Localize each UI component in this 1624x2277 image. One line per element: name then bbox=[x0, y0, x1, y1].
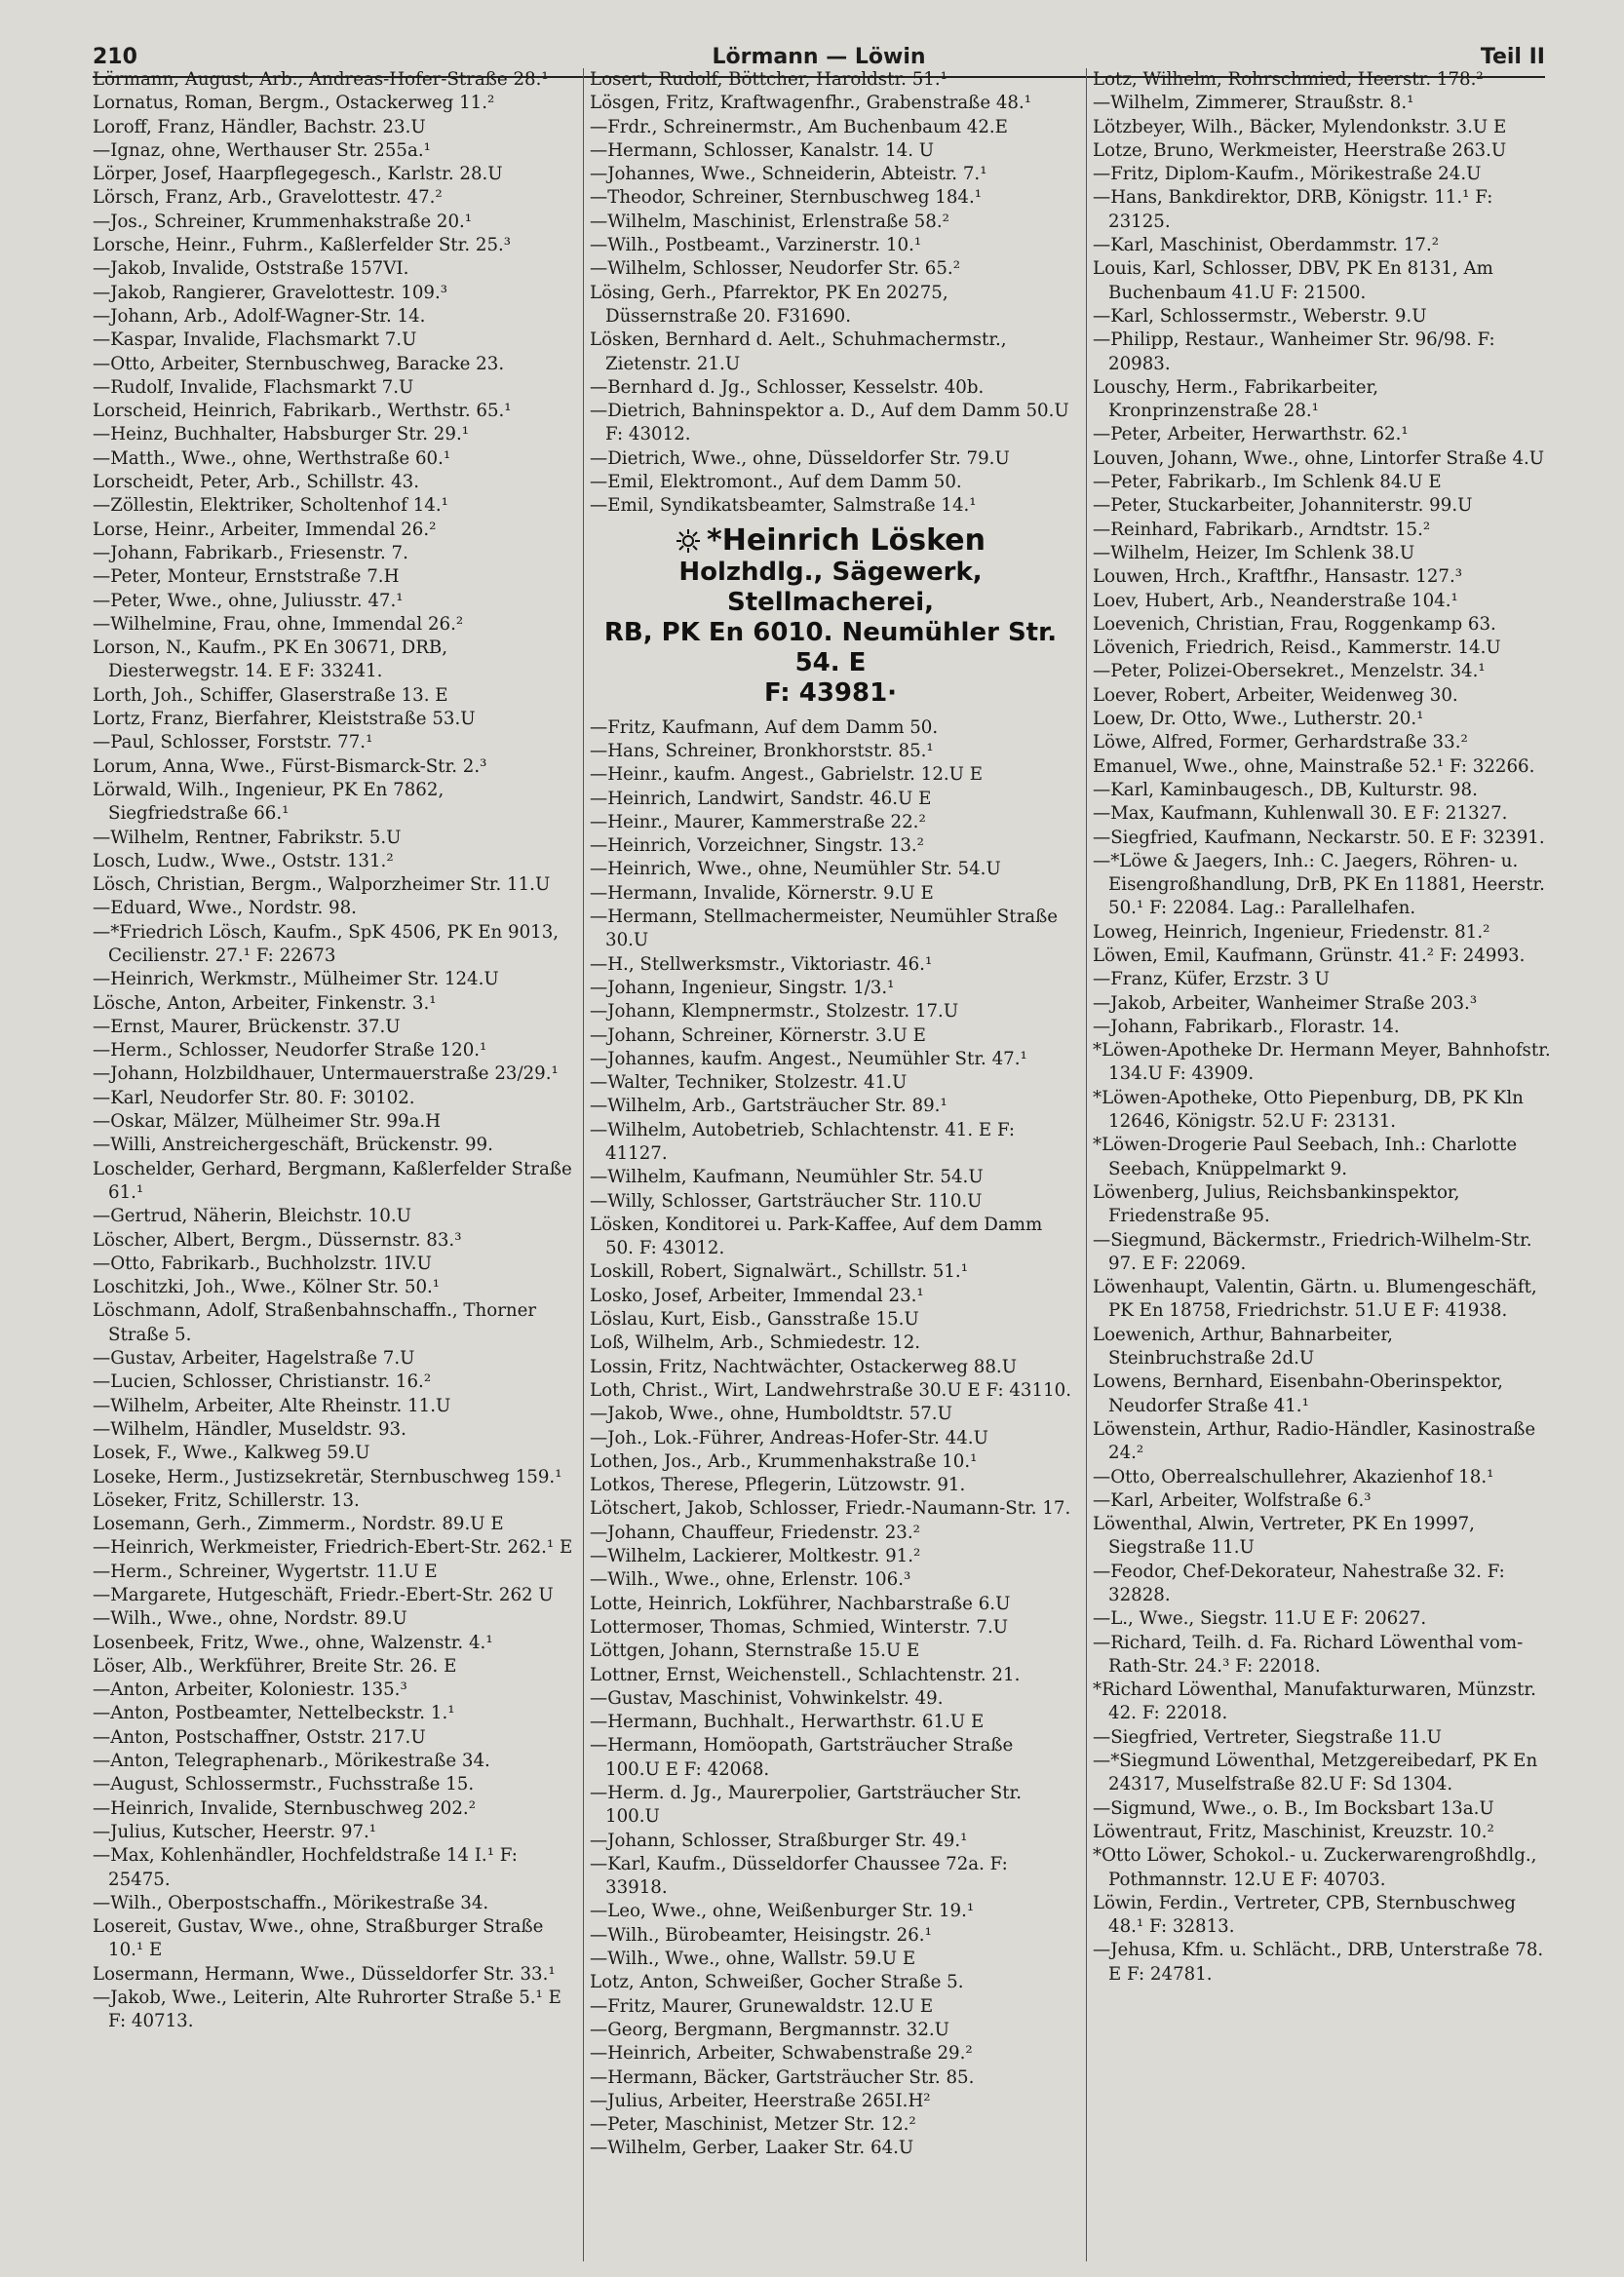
directory-entry: Lösken, Konditorei u. Park-Kaffee, Auf dem Damm 50. F: 43012. bbox=[590, 1214, 1043, 1259]
directory-entry: —Wilhelm, Kaufmann, Neumühler Str. 54.U bbox=[590, 1167, 984, 1188]
directory-entry: —Anton, Postbeamter, Nettelbeckstr. 1.¹ bbox=[93, 1703, 455, 1724]
directory-entry: —Franz, Küfer, Erzstr. 3 U bbox=[1093, 969, 1330, 990]
directory-entry: —Hermann, Bäcker, Gartsträucher Str. 85. bbox=[590, 2066, 975, 2088]
directory-entry: —Wilhelm, Maschinist, Erlenstraße 58.² bbox=[590, 211, 949, 232]
directory-entry: —Richard, Teilh. d. Fa. Richard Löwenthal vom-Rath-Str. 24.³ F: 22018. bbox=[1093, 1632, 1524, 1677]
directory-entry: —Max, Kaufmann, Kuhlenwall 30. E F: 21327. bbox=[1093, 803, 1508, 825]
directory-entry: Loschitzki, Joh., Wwe., Kölner Str. 50.¹ bbox=[93, 1277, 441, 1298]
directory-entry: Lottner, Ernst, Weichenstell., Schlachtenstr. 21. bbox=[590, 1664, 1021, 1685]
directory-entry: —Bernhard d. Jg., Schlosser, Kesselstr. 40b. bbox=[590, 376, 985, 398]
directory-entry: —Peter, Stuckarbeiter, Johanniterstr. 99.U bbox=[1093, 495, 1473, 517]
directory-entry: Louschy, Herm., Fabrikarbeiter, Kronprinzenstraße 28.¹ bbox=[1093, 376, 1379, 422]
directory-entry: —Wilhelm, Rentner, Fabrikstr. 5.U bbox=[93, 827, 402, 848]
directory-entry: —Heinr., Maurer, Kammerstraße 22.² bbox=[590, 811, 926, 832]
directory-entry: —Dietrich, Bahninspektor a. D., Auf dem Damm 50.U F: 43012. bbox=[590, 401, 1069, 445]
directory-entry: —Anton, Postschaffner, Oststr. 217.U bbox=[93, 1726, 426, 1748]
directory-entry: —Karl, Arbeiter, Wolfstraße 6.³ bbox=[1093, 1489, 1372, 1511]
directory-entry: Lövenich, Friedrich, Reisd., Kammerstr. 14.U bbox=[1093, 637, 1501, 659]
directory-entry: —Ignaz, ohne, Werthauser Str. 255a.¹ bbox=[93, 139, 431, 161]
directory-entry: —Otto, Arbeiter, Sternbuschweg, Baracke 23. bbox=[93, 353, 505, 374]
directory-entry: —Wilh., Postbeamt., Varzinerstr. 10.¹ bbox=[590, 235, 922, 256]
directory-entry: —Siegfried, Kaufmann, Neckarstr. 50. E F: 32391. bbox=[1093, 827, 1545, 848]
directory-entry: —Anton, Arbeiter, Koloniestr. 135.³ bbox=[93, 1679, 407, 1701]
directory-entry: Lösken, Bernhard d. Aelt., Schuhmachermstr., Zietenstr. 21.U bbox=[590, 329, 1007, 374]
directory-entry: Löser, Alb., Werkführer, Breite Str. 26. E bbox=[93, 1655, 457, 1677]
directory-entry: Losch, Ludw., Wwe., Oststr. 131.² bbox=[93, 850, 394, 871]
directory-entry: *Löwen-Apotheke Dr. Hermann Meyer, Bahnhofstr. 134.U F: 43909. bbox=[1093, 1040, 1551, 1085]
directory-entry: —Max, Kohlenhändler, Hochfeldstraße 14 I.¹ F: 25475. bbox=[93, 1845, 518, 1890]
directory-entry: Lörsch, Franz, Arb., Gravelottestr. 47.² bbox=[93, 187, 443, 209]
directory-entry: —Otto, Fabrikarb., Buchholzstr. 1IV.U bbox=[93, 1253, 432, 1274]
directory-entry: —Reinhard, Fabrikarb., Arndtstr. 15.² bbox=[1093, 519, 1431, 540]
directory-entry: Lorscheid, Heinrich, Fabrikarb., Werthstr. 65.¹ bbox=[93, 401, 512, 422]
directory-entry: *Löwen-Drogerie Paul Seebach, Inh.: Charlotte Seebach, Knüppelmarkt 9. bbox=[1093, 1135, 1518, 1179]
directory-entry: —Jakob, Wwe., ohne, Humboldtstr. 57.U bbox=[590, 1404, 952, 1425]
directory-entry: —Heinrich, Vorzeichner, Singstr. 13.² bbox=[590, 835, 924, 857]
directory-entry: —Frdr., Schreinermstr., Am Buchenbaum 42.E bbox=[590, 116, 1008, 137]
directory-entry: —Peter, Monteur, Ernststraße 7.H bbox=[93, 566, 400, 588]
directory-entry: —*Siegmund Löwenthal, Metzgereibedarf, PK En 24317, Muselfstraße 82.U F: Sd 1304. bbox=[1093, 1751, 1538, 1795]
directory-entry: —Johann, Chauffeur, Friedenstr. 23.² bbox=[590, 1522, 920, 1543]
directory-entry: Löwen, Emil, Kaufmann, Grünstr. 41.² F: 24993. bbox=[1093, 945, 1526, 966]
directory-entry: —Heinrich, Arbeiter, Schwabenstraße 29.² bbox=[590, 2043, 973, 2065]
directory-entry: —Ernst, Maurer, Brückenstr. 37.U bbox=[93, 1016, 401, 1037]
directory-entry: Emanuel, Wwe., ohne, Mainstraße 52.¹ F: 32266. bbox=[1093, 755, 1535, 777]
directory-entry: —Rudolf, Invalide, Flachsmarkt 7.U bbox=[93, 376, 414, 398]
directory-entry: —H., Stellwerksmstr., Viktoriastr. 46.¹ bbox=[590, 953, 933, 975]
directory-entry: —Zöllestin, Elektriker, Scholtenhof 14.¹ bbox=[93, 495, 448, 517]
directory-entry: —Peter, Maschinist, Metzer Str. 12.² bbox=[590, 2114, 916, 2136]
directory-entry: Lothen, Jos., Arb., Krummenhakstraße 10.¹ bbox=[590, 1450, 978, 1472]
directory-entry: —Heinrich, Wwe., ohne, Neumühler Str. 54.U bbox=[590, 859, 1001, 880]
directory-entry: —Johann, Arb., Adolf-Wagner-Str. 14. bbox=[93, 305, 426, 327]
directory-entry: —Matth., Wwe., ohne, Werthstraße 60.¹ bbox=[93, 447, 451, 469]
directory-entry: Lottermoser, Thomas, Schmied, Winterstr. 7.U bbox=[590, 1616, 1009, 1638]
directory-entry: Lösche, Anton, Arbeiter, Finkenstr. 3.¹ bbox=[93, 992, 437, 1014]
directory-entry: —Emil, Elektromont., Auf dem Damm 50. bbox=[590, 472, 962, 493]
directory-entry: —Wilhelm, Heizer, Im Schlenk 38.U bbox=[1093, 542, 1415, 563]
directory-entry: Loever, Robert, Arbeiter, Weidenweg 30. bbox=[1093, 684, 1458, 706]
directory-entry: Lörwald, Wilh., Ingenieur, PK En 7862, Siegfriedstraße 66.¹ bbox=[93, 779, 445, 825]
directory-entry: Loweg, Heinrich, Ingenieur, Friedenstr. 81.² bbox=[1093, 921, 1490, 943]
directory-entry: —Heinr., kaufm. Angest., Gabrielstr. 12.U E bbox=[590, 764, 984, 786]
directory-entry: —Wilhelm, Arb., Gartsträucher Str. 89.¹ bbox=[590, 1096, 947, 1117]
directory-entry: Löseker, Fritz, Schillerstr. 13. bbox=[93, 1489, 360, 1511]
directory-entry: Loevenich, Christian, Frau, Roggenkamp 63. bbox=[1093, 613, 1496, 635]
directory-entry: Loschelder, Gerhard, Bergmann, Kaßlerfelder Straße 61.¹ bbox=[93, 1158, 572, 1203]
directory-entry: Lörmann, August, Arb., Andreas-Hofer-Straße 28.¹ bbox=[93, 69, 549, 90]
directory-entry: —Johann, Schlosser, Straßburger Str. 49.¹ bbox=[590, 1830, 968, 1851]
directory-entry: —Wilh., Wwe., ohne, Wallstr. 59.U E bbox=[590, 1949, 916, 1970]
directory-entry: Loß, Wilhelm, Arb., Schmiedestr. 12. bbox=[590, 1332, 921, 1354]
ad-title bbox=[590, 524, 1071, 558]
directory-entry: Lotze, Bruno, Werkmeister, Heerstraße 263.U bbox=[1093, 139, 1507, 161]
directory-entry: Löttgen, Johann, Sternstraße 15.U E bbox=[590, 1640, 920, 1662]
directory-entry: —Wilhelm, Händler, Museldstr. 93. bbox=[93, 1418, 406, 1440]
directory-entry: Lorum, Anna, Wwe., Fürst-Bismarck-Str. 2.³ bbox=[93, 755, 487, 777]
directory-entry: —Theodor, Schreiner, Sternbuschweg 184.¹ bbox=[590, 187, 983, 209]
directory-entry: —Lucien, Schlosser, Christianstr. 16.² bbox=[93, 1371, 432, 1393]
directory-entry: —Karl, Kaminbaugesch., DB, Kulturstr. 98. bbox=[1093, 779, 1478, 800]
directory-entry: —Hermann, Stellmachermeister, Neumühler Straße 30.U bbox=[590, 907, 1059, 951]
directory-entry: —Julius, Kutscher, Heerstr. 97.¹ bbox=[93, 1821, 377, 1842]
directory-entry: —*Friedrich Lösch, Kaufm., SpK 4506, PK En 9013, Cecilienstr. 27.¹ F: 22673 bbox=[93, 921, 560, 966]
directory-entry: Lotte, Heinrich, Lokführer, Nachbarstraße 6.U bbox=[590, 1593, 1011, 1614]
directory-entry: —Peter, Polizei-Obersekret., Menzelstr. 34.¹ bbox=[1093, 661, 1486, 682]
directory-entry: —Philipp, Restaur., Wanheimer Str. 96/98. F: 20983. bbox=[1093, 329, 1495, 374]
directory-entry: Lorsche, Heinr., Fuhrm., Kaßlerfelder Str. 25.³ bbox=[93, 235, 512, 256]
directory-entry: —Herm., Schlosser, Neudorfer Straße 120.¹ bbox=[93, 1040, 487, 1061]
directory-entry: Löwin, Ferdin., Vertreter, CPB, Sternbuschweg 48.¹ F: 32813. bbox=[1093, 1892, 1516, 1938]
directory-entry: —Willi, Anstreichergeschäft, Brückenstr. 99. bbox=[93, 1135, 493, 1156]
directory-entry: Lotz, Wilhelm, Rohrschmied, Heerstr. 178.² bbox=[1093, 69, 1484, 90]
directory-entry: —Julius, Arbeiter, Heerstraße 265I.H² bbox=[590, 2090, 931, 2111]
directory-entry: —Herm., Schreiner, Wygertstr. 11.U E bbox=[93, 1561, 438, 1582]
directory-entry: —Paul, Schlosser, Forststr. 77.¹ bbox=[93, 732, 373, 753]
directory-entry: —Wilhelmine, Frau, ohne, Immendal 26.² bbox=[93, 613, 464, 635]
directory-entry: —Siegmund, Bäckermstr., Friedrich-Wilhelm-Str. 97. E F: 22069. bbox=[1093, 1229, 1532, 1274]
ad-line: Holzhdlg., Sägewerk, Stellmacherei, bbox=[678, 557, 983, 617]
directory-entry: Lornatus, Roman, Bergm., Ostackerweg 11.² bbox=[93, 93, 495, 114]
directory-entry: Lortz, Franz, Bierfahrer, Kleiststraße 53.U bbox=[93, 709, 476, 730]
ad-line: RB, PK En 6010. Neumühler Str. 54. E bbox=[603, 617, 1058, 677]
directory-entry: —Gustav, Arbeiter, Hagelstraße 7.U bbox=[93, 1348, 415, 1370]
directory-entry: —Karl, Kaufm., Düsseldorfer Chaussee 72a. F: 33918. bbox=[590, 1853, 1008, 1899]
directory-entry: —Heinz, Buchhalter, Habsburger Str. 29.¹ bbox=[93, 424, 470, 445]
directory-entry: —Oskar, Mälzer, Mülheimer Str. 99a.H bbox=[93, 1111, 442, 1133]
directory-entry: —Hermann, Schlosser, Kanalstr. 14. U bbox=[590, 139, 935, 161]
directory-entry: —Joh., Lok.-Führer, Andreas-Hofer-Str. 44.U bbox=[590, 1427, 988, 1448]
directory-entry: Loskill, Robert, Signalwärt., Schillstr. 51.¹ bbox=[590, 1261, 968, 1283]
directory-entry: Lötschert, Jakob, Schlosser, Friedr.-Naumann-Str. 17. bbox=[590, 1498, 1071, 1520]
directory-entry: Lösing, Gerh., Pfarrektor, PK En 20275, Düssernstraße 20. F31690. bbox=[590, 282, 948, 327]
directory-entry: Loth, Christ., Wirt, Landwehrstraße 30.U E F: 43110. bbox=[590, 1379, 1071, 1401]
directory-entry: —Eduard, Wwe., Nordstr. 98. bbox=[93, 898, 357, 919]
directory-entry: Lowens, Bernhard, Eisenbahn-Oberinspektor, Neudorfer Straße 41.¹ bbox=[1093, 1371, 1503, 1416]
directory-entry: Löwenstein, Arthur, Radio-Händler, Kasinostraße 24.² bbox=[1093, 1418, 1536, 1464]
directory-entry: Lorscheidt, Peter, Arb., Schillstr. 43. bbox=[93, 472, 420, 493]
directory-entry: —Heinrich, Landwirt, Sandstr. 46.U E bbox=[590, 788, 932, 809]
directory-entry: Löwe, Alfred, Former, Gerhardstraße 33.² bbox=[1093, 732, 1468, 753]
directory-entry: —Hans, Schreiner, Bronkhorststr. 85.¹ bbox=[590, 740, 934, 761]
directory-entry: Loseke, Herm., Justizsekretär, Sternbuschweg 159.¹ bbox=[93, 1466, 562, 1487]
directory-entry: —Walter, Techniker, Stolzestr. 41.U bbox=[590, 1072, 908, 1094]
page-number: 210 bbox=[93, 45, 137, 69]
directory-entry: Lösch, Christian, Bergm., Walporzheimer Str. 11.U bbox=[93, 874, 551, 896]
directory-entry: —Heinrich, Invalide, Sternbuschweg 202.² bbox=[93, 1797, 477, 1819]
directory-entry: —Wilhelm, Arbeiter, Alte Rheinstr. 11.U bbox=[93, 1395, 451, 1416]
directory-entry: —Fritz, Kaufmann, Auf dem Damm 50. bbox=[590, 716, 939, 738]
directory-entry: Lotz, Anton, Schweißer, Gocher Straße 5. bbox=[590, 1972, 964, 1993]
directory-entry: Losko, Josef, Arbeiter, Immendal 23.¹ bbox=[590, 1285, 924, 1306]
directory-entry: —Margarete, Hutgeschäft, Friedr.-Ebert-Str. 262 U bbox=[93, 1585, 554, 1605]
directory-entry: Lorson, N., Kaufm., PK En 30671, DRB, Diesterwegstr. 14. E F: 33241. bbox=[93, 637, 448, 682]
directory-entry: —Siegfried, Vertreter, Siegstraße 11.U bbox=[1093, 1726, 1442, 1748]
directory-entry: —Wilhelm, Autobetrieb, Schlachtenstr. 41. E F: 41127. bbox=[590, 1119, 1016, 1164]
directory-entry: Lösgen, Fritz, Kraftwagenfhr., Grabenstraße 48.¹ bbox=[590, 93, 1032, 114]
directory-entry: Losert, Rudolf, Böttcher, Haroldstr. 51.¹ bbox=[590, 69, 947, 90]
directory-entry: Löwenthal, Alwin, Vertreter, PK En 19997, Siegstraße 11.U bbox=[1093, 1514, 1475, 1559]
directory-entry: —*Löwe & Jaegers, Inh.: C. Jaegers, Röhren- u. Eisengroßhandlung, DrB, PK En 11881, Heerstr. 50.¹ F: 22084. Lag.: Parallelhafen. bbox=[1093, 850, 1545, 919]
directory-entry: Löwenberg, Julius, Reichsbankinspektor, Friedenstraße 95. bbox=[1093, 1181, 1460, 1227]
directory-entry: —Peter, Wwe., ohne, Juliusstr. 47.¹ bbox=[93, 590, 404, 611]
directory-entry: Loewenich, Arthur, Bahnarbeiter, Steinbruchstraße 2d.U bbox=[1093, 1324, 1393, 1370]
directory-entry: —Fritz, Diplom-Kaufm., Mörikestraße 24.U bbox=[1093, 164, 1482, 185]
directory-entry: —Johannes, Wwe., Schneiderin, Abteistr. 7.¹ bbox=[590, 164, 987, 185]
directory-entry: Loev, Hubert, Arb., Neanderstraße 104.¹ bbox=[1093, 590, 1458, 611]
ad-line: F: 43981· bbox=[763, 677, 898, 708]
directory-entry: —Wilh., Bürobeamter, Heisingstr. 26.¹ bbox=[590, 1924, 932, 1946]
directory-entry: —Jakob, Arbeiter, Wanheimer Straße 203.³ bbox=[1093, 992, 1478, 1014]
directory-entry: Lörper, Josef, Haarpflegegesch., Karlstr. 28.U bbox=[93, 164, 503, 185]
directory-entry: —Dietrich, Wwe., ohne, Düsseldorfer Str. 79.U bbox=[590, 447, 1010, 469]
directory-entry: Losereit, Gustav, Wwe., ohne, Straßburger Straße 10.¹ E bbox=[93, 1916, 544, 1961]
directory-entry: —Johann, Klempnermstr., Stolzestr. 17.U bbox=[590, 1001, 959, 1023]
directory-entry: —Leo, Wwe., ohne, Weißenburger Str. 19.¹ bbox=[590, 1901, 975, 1922]
directory-entry: —Jos., Schreiner, Krummenhakstraße 20.¹ bbox=[93, 211, 473, 232]
directory-entry: —Peter, Fabrikarb., Im Schlenk 84.U E bbox=[1093, 472, 1442, 493]
directory-entry: —Emil, Syndikatsbeamter, Salmstraße 14.¹ bbox=[590, 495, 977, 517]
directory-entry: —Heinrich, Werkmstr., Mülheimer Str. 124.U bbox=[93, 969, 499, 990]
directory-entry: —Gertrud, Näherin, Bleichstr. 10.U bbox=[93, 1206, 411, 1227]
directory-entry: —Wilhelm, Gerber, Laaker Str. 64.U bbox=[590, 2138, 914, 2159]
directory-entry: —Karl, Neudorfer Str. 80. F: 30102. bbox=[93, 1087, 415, 1108]
directory-entry: —Feodor, Chef-Dekorateur, Nahestraße 32. F: 32828. bbox=[1093, 1561, 1505, 1605]
directory-entry: —Peter, Arbeiter, Herwarthstr. 62.¹ bbox=[1093, 424, 1409, 445]
directory-entry: Lossin, Fritz, Nachtwächter, Ostackerweg 88.U bbox=[590, 1356, 1018, 1377]
directory-entry: —Jakob, Rangierer, Gravelottestr. 109.³ bbox=[93, 282, 448, 303]
directory-entry: Loroff, Franz, Händler, Bachstr. 23.U bbox=[93, 116, 426, 137]
directory-entry: Louven, Johann, Wwe., ohne, Lintorfer Straße 4.U bbox=[1093, 447, 1545, 469]
directory-entry: —Sigmund, Wwe., o. B., Im Bocksbart 13a.U bbox=[1093, 1797, 1494, 1819]
directory-entry: —Karl, Maschinist, Oberdammstr. 17.² bbox=[1093, 235, 1440, 256]
column-middle-bottom bbox=[590, 716, 1071, 2161]
directory-entry: Löwenhaupt, Valentin, Gärtn. u. Blumengeschäft, PK En 18758, Friedrichstr. 51.U E F: 41938. bbox=[1093, 1277, 1537, 1322]
directory-entry: *Löwen-Apotheke, Otto Piepenburg, DB, PK Kln 12646, Königstr. 52.U F: 23131. bbox=[1093, 1087, 1524, 1133]
directory-entry: —Jehusa, Kfm. u. Schlächt., DRB, Unterstraße 78. E F: 24781. bbox=[1093, 1940, 1544, 1985]
directory-entry: —Wilhelm, Lackierer, Moltkestr. 91.² bbox=[590, 1546, 921, 1567]
directory-entry: —Kaspar, Invalide, Flachsmarkt 7.U bbox=[93, 329, 417, 351]
directory-entry: *Otto Löwer, Schokol.- u. Zuckerwarengroßhdlg., Pothmannstr. 12.U E F: 40703. bbox=[1093, 1845, 1537, 1890]
directory-entry: —August, Schlossermstr., Fuchsstraße 15. bbox=[93, 1774, 475, 1795]
page-title: Lörmann — Löwin bbox=[712, 45, 926, 69]
directory-entry: —L., Wwe., Siegstr. 11.U E F: 20627. bbox=[1093, 1608, 1427, 1630]
directory-entry: —Wilh., Wwe., ohne, Nordstr. 89.U bbox=[93, 1608, 407, 1630]
column-middle-top bbox=[590, 68, 1071, 519]
directory-entry: Losermann, Hermann, Wwe., Düsseldorfer Str. 33.¹ bbox=[93, 1963, 556, 1985]
directory-entry: Lotkos, Therese, Pflegerin, Lützowstr. 91. bbox=[590, 1475, 966, 1496]
directory-entry: —Willy, Schlosser, Gartsträucher Str. 110.U bbox=[590, 1190, 983, 1212]
directory-entry: —Herm. d. Jg., Maurerpolier, Gartsträucher Str. 100.U bbox=[590, 1783, 1023, 1828]
directory-entry: —Hermann, Invalide, Körnerstr. 9.U E bbox=[590, 882, 934, 904]
column-middle bbox=[583, 68, 1071, 2261]
directory-entry: Loew, Dr. Otto, Wwe., Lutherstr. 20.¹ bbox=[1093, 709, 1424, 730]
business-advertisement bbox=[590, 524, 1071, 709]
directory-entry: Löwentraut, Fritz, Maschinist, Kreuzstr. 10.² bbox=[1093, 1821, 1494, 1842]
sunburst-logo-icon bbox=[676, 528, 701, 554]
directory-entry: —Wilhelm, Schlosser, Neudorfer Str. 65.² bbox=[590, 258, 960, 280]
directory-entry: Lorth, Joh., Schiffer, Glaserstraße 13. E bbox=[93, 684, 448, 706]
directory-entry: —Anton, Telegraphenarb., Mörikestraße 34. bbox=[93, 1751, 490, 1772]
directory-entry: —Wilhelm, Zimmerer, Straußstr. 8.¹ bbox=[1093, 93, 1414, 114]
column-right bbox=[1086, 68, 1551, 2261]
directory-entry: —Fritz, Maurer, Grunewaldstr. 12.U E bbox=[590, 1995, 934, 2017]
directory-entry: —Wilh., Wwe., ohne, Erlenstr. 106.³ bbox=[590, 1569, 911, 1591]
directory-entry: —Johann, Holzbildhauer, Untermauerstraße 23/29.¹ bbox=[93, 1063, 559, 1085]
directory-entry: Louwen, Hrch., Kraftfhr., Hansastr. 127.³ bbox=[1093, 566, 1463, 588]
directory-entry: —Georg, Bergmann, Bergmannstr. 32.U bbox=[590, 2019, 950, 2040]
directory-entry: —Johann, Schreiner, Körnerstr. 3.U E bbox=[590, 1024, 926, 1046]
directory-entry: —Heinrich, Werkmeister, Friedrich-Ebert-Str. 262.¹ E bbox=[93, 1537, 573, 1559]
directory-entry: —Johann, Ingenieur, Singstr. 1/3.¹ bbox=[590, 977, 895, 998]
directory-entry: —Johann, Fabrikarb., Friesenstr. 7. bbox=[93, 542, 408, 563]
directory-entry: Lorse, Heinr., Arbeiter, Immendal 26.² bbox=[93, 519, 437, 540]
directory-entry: —Hermann, Buchhalt., Herwarthstr. 61.U E bbox=[590, 1712, 985, 1733]
directory-entry: —Hermann, Homöopath, Gartsträucher Straße 100.U E F: 42068. bbox=[590, 1735, 1014, 1780]
directory-entry: Louis, Karl, Schlosser, DBV, PK En 8131, Am Buchenbaum 41.U F: 21500. bbox=[1093, 258, 1493, 303]
directory-entry: —Hans, Bankdirektor, DRB, Königstr. 11.¹ F: 23125. bbox=[1093, 187, 1493, 232]
directory-entry: Lötzbeyer, Wilh., Bäcker, Mylendonkstr. 3.U E bbox=[1093, 116, 1507, 137]
directory-entry: —Johann, Fabrikarb., Florastr. 14. bbox=[1093, 1016, 1400, 1037]
ad-business-name: *Heinrich Lösken bbox=[707, 522, 986, 558]
directory-entry: —Jakob, Wwe., Leiterin, Alte Ruhrorter Straße 5.¹ E F: 40713. bbox=[93, 1988, 561, 2032]
directory-entry: *Richard Löwenthal, Manufakturwaren, Münzstr. 42. F: 22018. bbox=[1093, 1679, 1536, 1724]
directory-entry: Losemann, Gerh., Zimmerm., Nordstr. 89.U E bbox=[93, 1514, 504, 1535]
directory-entry: —Otto, Oberrealschullehrer, Akazienhof 18.¹ bbox=[1093, 1466, 1494, 1487]
directory-entry: Löslau, Kurt, Eisb., Gansstraße 15.U bbox=[590, 1309, 919, 1331]
directory-entry: —Wilh., Oberpostschaffn., Mörikestraße 34. bbox=[93, 1892, 489, 1913]
part-label: Teil II bbox=[1480, 45, 1545, 69]
directory-entry: Löschmann, Adolf, Straßenbahnschaffn., Thorner Straße 5. bbox=[93, 1300, 537, 1345]
directory-entry: Losek, F., Wwe., Kalkweg 59.U bbox=[93, 1443, 370, 1464]
directory-entry: Löscher, Albert, Bergm., Düssernstr. 83.³ bbox=[93, 1229, 462, 1251]
directory-entry: —Jakob, Invalide, Oststraße 157VI. bbox=[93, 258, 409, 280]
directory-entry: —Gustav, Maschinist, Vohwinkelstr. 49. bbox=[590, 1687, 944, 1709]
directory-entry: —Karl, Schlossermstr., Weberstr. 9.U bbox=[1093, 305, 1427, 327]
directory-entry: Losenbeek, Fritz, Wwe., ohne, Walzenstr. 4.¹ bbox=[93, 1632, 493, 1653]
column-left bbox=[93, 68, 580, 2261]
directory-entry: —Johannes, kaufm. Angest., Neumühler Str. 47.¹ bbox=[590, 1048, 1027, 1069]
